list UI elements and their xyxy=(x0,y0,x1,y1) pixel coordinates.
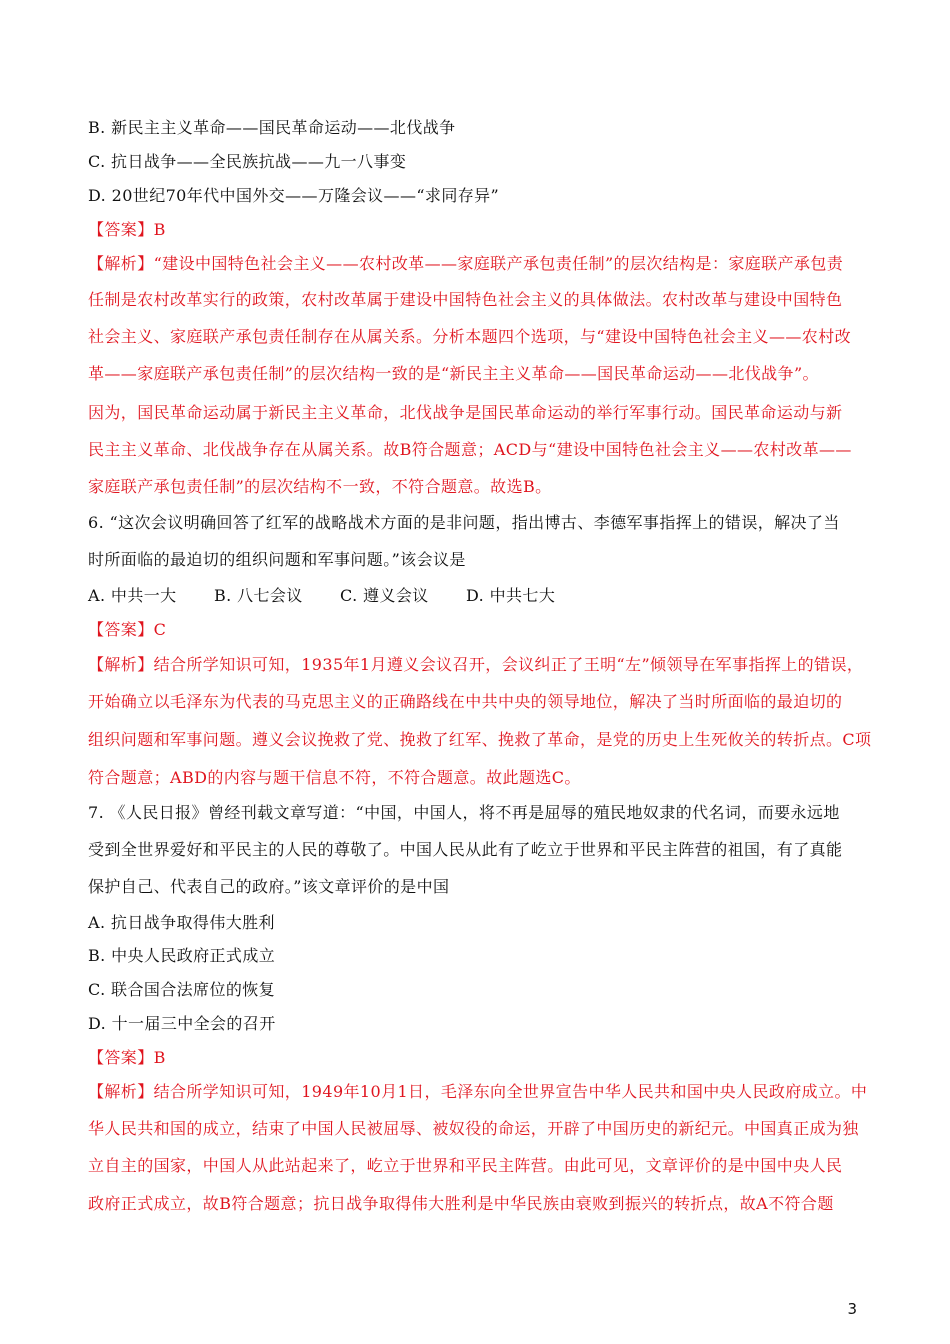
page-number: 3 xyxy=(847,1300,857,1318)
analysis-line: 【解析】结合所学知识可知，1935年1月遵义会议召开，会议纠正了王明“左”倾领导在军事指挥上的错误， xyxy=(88,655,864,674)
analysis-line: 革——家庭联产承包责任制”的层次结构一致的是“新民主主义革命——国民革命运动——北伐战争”。 xyxy=(88,364,819,383)
analysis-line: 民主主义革命、北伐战争存在从属关系。故B符合题意；ACD与“建设中国特色社会主义——农村改革—— xyxy=(88,440,852,459)
option-d: D. 中共七大 xyxy=(466,586,556,605)
option-line: D. 十一届三中全会的召开 xyxy=(88,1014,276,1033)
option-line: B. 中央人民政府正式成立 xyxy=(88,946,276,965)
option-line: D. 20世纪70年代中国外交——万隆会议——“求同存异” xyxy=(88,186,500,205)
analysis-line: 社会主义、家庭联产承包责任制存在从属关系。分析本题四个选项，与“建设中国特色社会主义——农村改 xyxy=(88,327,851,346)
analysis-line: 立自主的国家，中国人从此站起来了，屹立于世界和平民主阵营。由此可见，文章评价的是中国中央人民 xyxy=(88,1156,843,1175)
analysis-line: 【解析】“建设中国特色社会主义——农村改革——家庭联产承包责任制”的层次结构是：家庭联产承包责 xyxy=(88,254,844,273)
question-stem: 受到全世界爱好和平民主的人民的尊敬了。中国人民从此有了屹立于世界和平民主阵营的祖国，有了真能 xyxy=(88,840,843,859)
analysis-line: 组织问题和军事问题。遵义会议挽救了党、挽救了红军、挽救了革命，是党的历史上生死攸关的转折点。C项 xyxy=(88,730,872,749)
analysis-line: 【解析】结合所学知识可知，1949年10月1日，毛泽东向全世界宣告中华人民共和国中央人民政府成立。中 xyxy=(88,1082,868,1101)
analysis-line: 因为，国民革命运动属于新民主主义革命，北伐战争是国民革命运动的举行军事行动。国民革命运动与新 xyxy=(88,403,843,422)
option-line: C. 联合国合法席位的恢复 xyxy=(88,980,276,999)
option-a: A. 中共一大 xyxy=(88,586,177,605)
analysis-line: 符合题意；ABD的内容与题干信息不符，不符合题意。故此题选C。 xyxy=(88,768,581,787)
option-line: B. 新民主主义革命——国民革命运动——北伐战争 xyxy=(88,118,456,137)
analysis-line: 政府正式成立，故B符合题意；抗日战争取得伟大胜利是中华民族由衰败到振兴的转折点，故A不符合题 xyxy=(88,1194,834,1213)
option-b: B. 八七会议 xyxy=(214,586,303,605)
question-stem: 时所面临的最迫切的组织问题和军事问题。”该会议是 xyxy=(88,550,466,569)
analysis-line: 华人民共和国的成立，结束了中国人民被屈辱、被奴役的命运，开辟了中国历史的新纪元。中国真正成为独 xyxy=(88,1119,859,1138)
answer-line: 【答案】B xyxy=(88,220,166,239)
question-stem: 保护自己、代表自己的政府。”该文章评价的是中国 xyxy=(88,877,450,896)
analysis-line: 家庭联产承包责任制”的层次结构不一致，不符合题意。故选B。 xyxy=(88,477,552,496)
question-options xyxy=(88,586,555,606)
option-line: C. 抗日战争——全民族抗战——九一八事变 xyxy=(88,152,407,171)
answer-line: 【答案】B xyxy=(88,1048,166,1067)
answer-line: 【答案】C xyxy=(88,620,167,639)
option-c: C. 遵义会议 xyxy=(340,586,429,605)
analysis-line: 任制是农村改革实行的政策，农村改革属于建设中国特色社会主义的具体做法。农村改革与建设中国特色 xyxy=(88,290,843,309)
option-line: A. 抗日战争取得伟大胜利 xyxy=(88,913,275,932)
question-stem: 7. 《人民日报》曾经刊载文章写道：“中国，中国人，将不再是屈辱的殖民地奴隶的代名词，而要永远地 xyxy=(88,803,840,822)
analysis-line: 开始确立以毛泽东为代表的马克思主义的正确路线在中共中央的领导地位，解决了当时所面临的最迫切的 xyxy=(88,692,843,711)
question-stem: 6. “这次会议明确回答了红军的战略战术方面的是非问题，指出博古、李德军事指挥上的错误，解决了当 xyxy=(88,513,840,532)
